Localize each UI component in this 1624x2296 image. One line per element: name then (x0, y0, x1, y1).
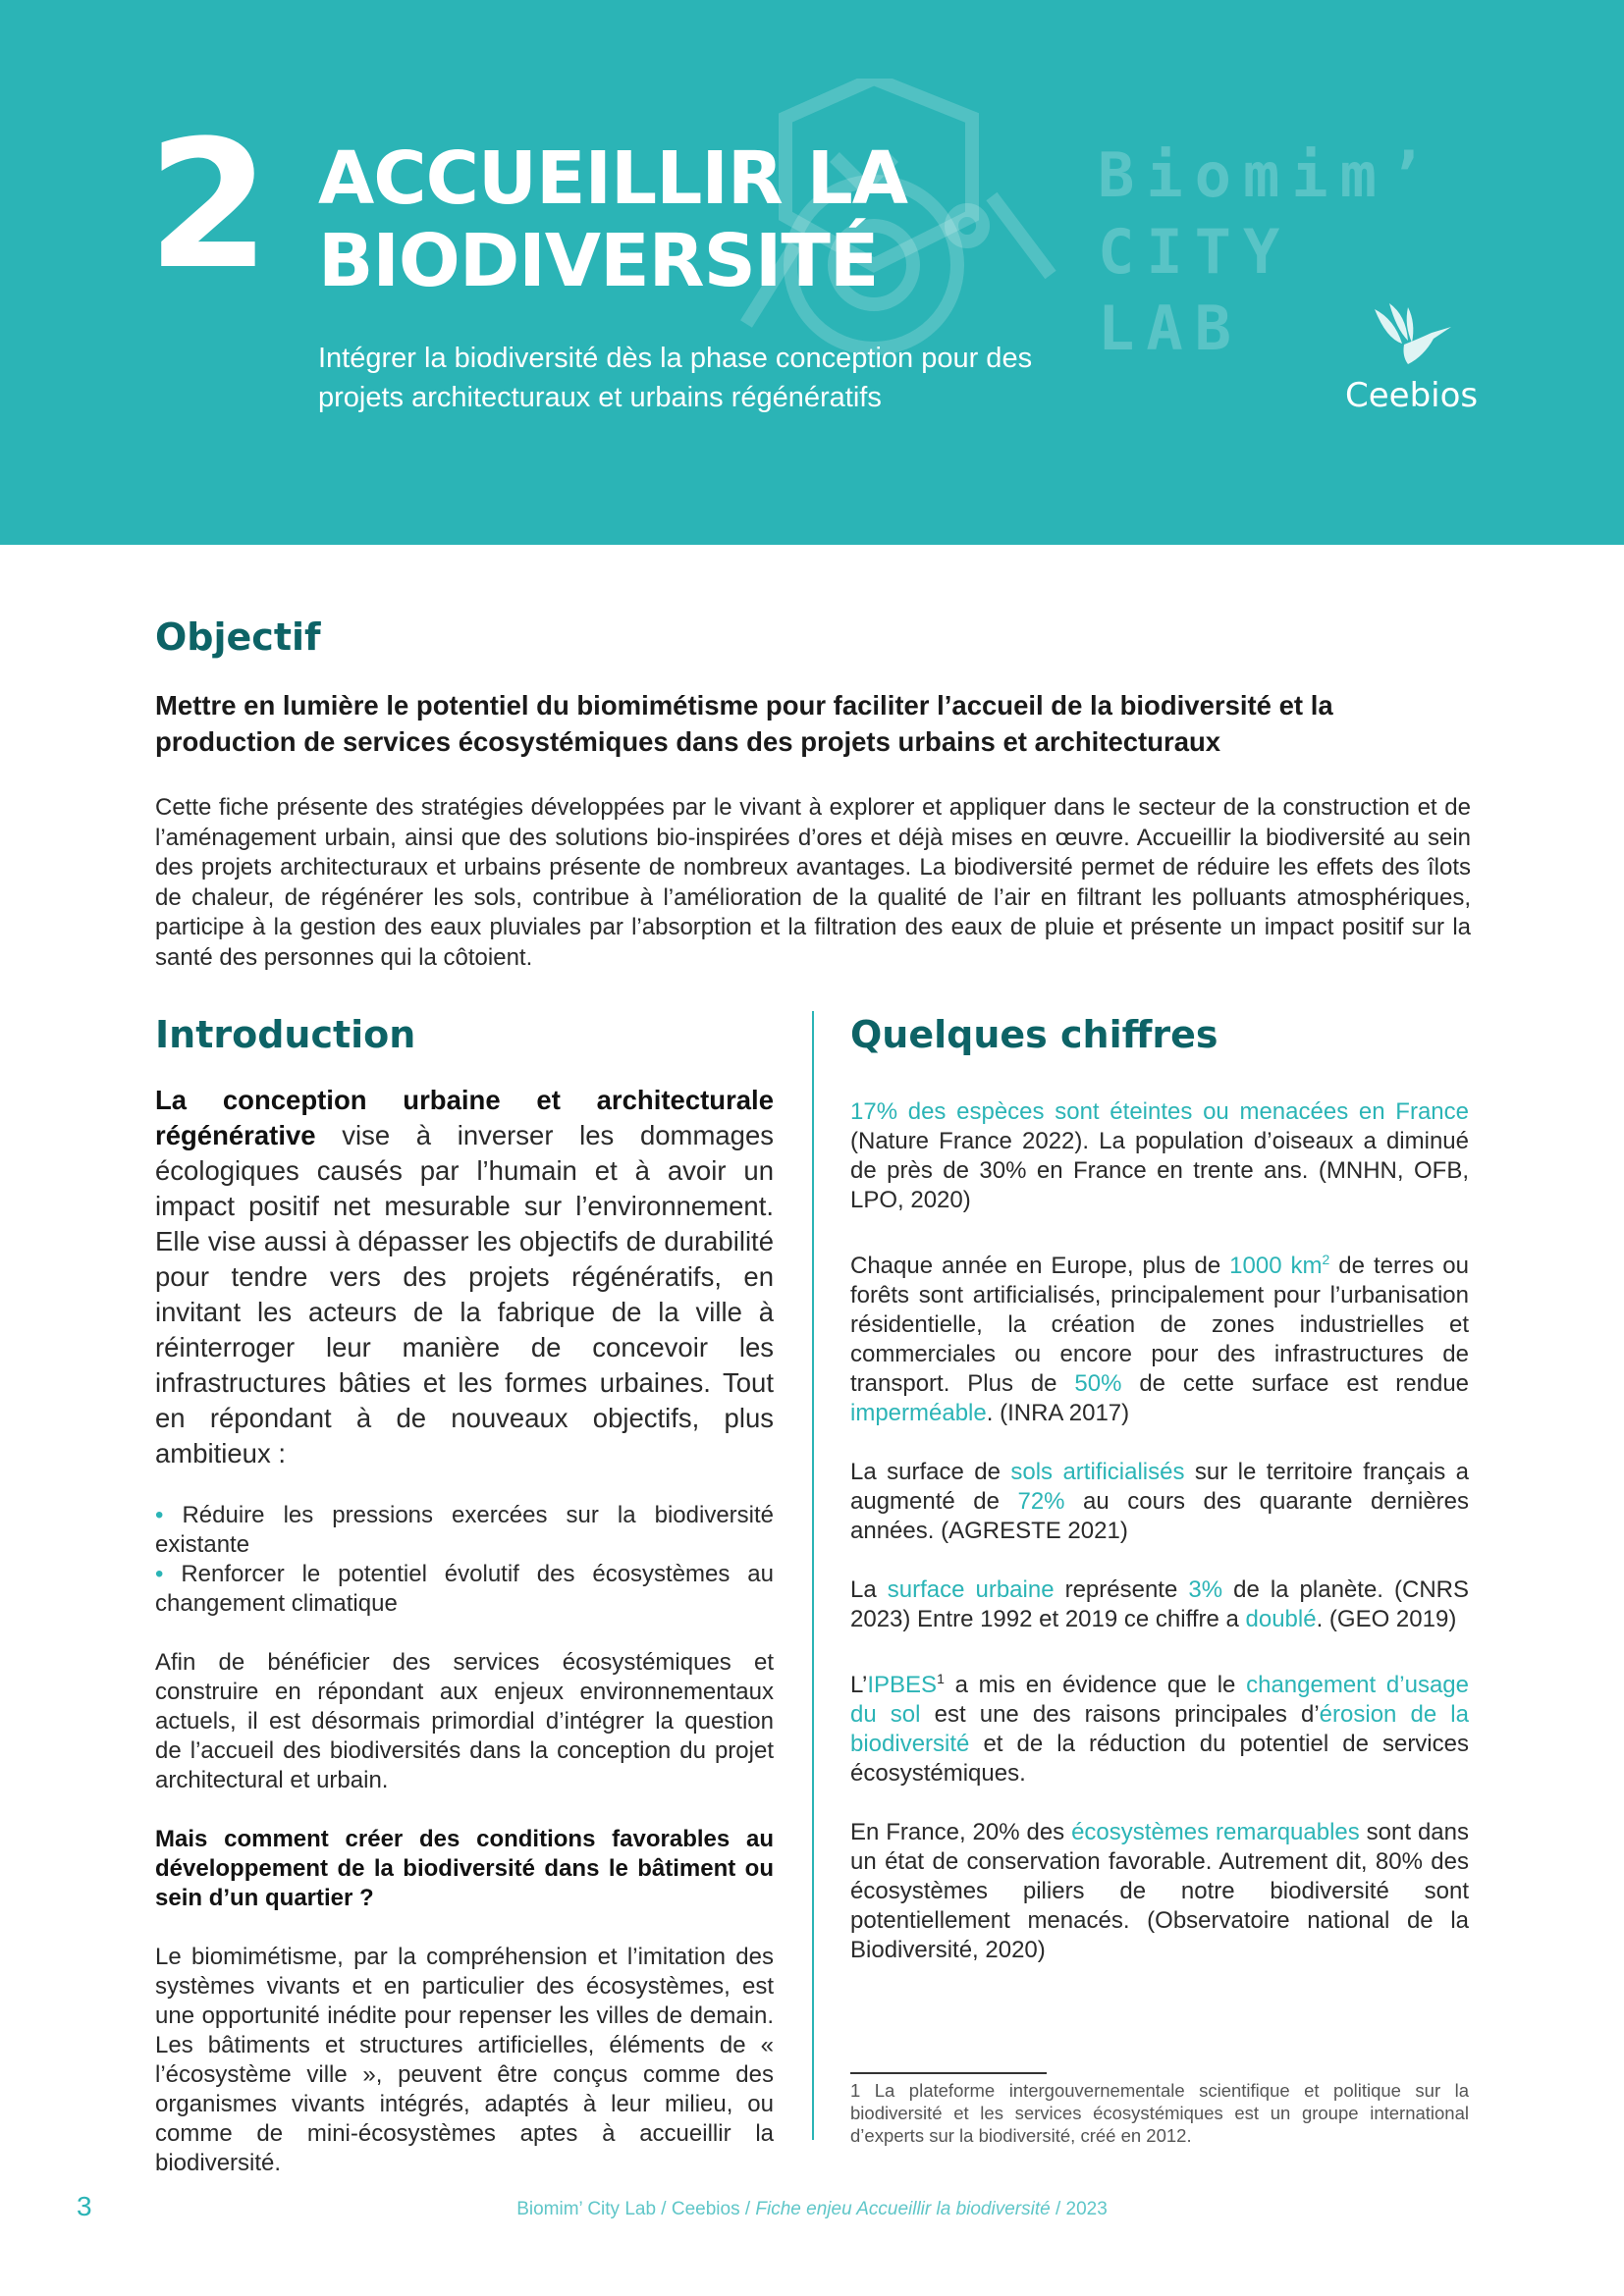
objectif-paragraph: Cette fiche présente des stratégies développées par le vivant à explorer et appliquer dans le secteur de la construction et de l’aménagement urbain, ainsi que des solutions bio-inspirées d’ores et déjà mises en œuvre. Accueillir la biodiversité au sein des projets architecturaux et urbains présente de nombreux avantages. La biodiversité permet de réduire les effets des îlots de chaleur, de régénérer les sols, contribue à l’amélioration de la qualité de l’air en filtrant les polluants atmosphériques, participe à la gestion des eaux pluviales par l’absorption et la filtration des eaux de pluie et présente un impact positif sur la santé des personnes qui la côtoient. (155, 794, 1471, 971)
footer-prefix: Biomim’ City Lab / Ceebios / (516, 2199, 756, 2219)
text: a mis en évidence que le (944, 1672, 1247, 1698)
text: représente (1054, 1576, 1189, 1603)
watermark-line-1: Biomim’ (1098, 139, 1437, 211)
introduction-heading: Introduction (155, 1013, 416, 1056)
text: . (GEO 2019) (1316, 1606, 1457, 1632)
text: et de la réduction du potentiel de services écosystémiques. (850, 1731, 1469, 1787)
highlight: surface urbaine (887, 1576, 1055, 1603)
introduction-column (155, 1083, 774, 2178)
page-subtitle: Intégrer la biodiversité dès la phase conception pour des projets architecturaux et urbains régénératifs (318, 343, 1033, 413)
introduction-lead-bold: La conception urbaine et architecturale régénérative (155, 1085, 774, 1150)
chiffre-paragraph-1 (850, 1097, 1469, 1215)
text: sur le territoire français a augmenté de (850, 1459, 1469, 1515)
chiffre-paragraph-5 (850, 1664, 1469, 1789)
watermark-line-3: LAB (1098, 293, 1243, 364)
highlight: changement d’usage du sol (850, 1672, 1469, 1728)
highlight: doublé (1245, 1606, 1317, 1632)
text: sont dans un état de conservation favorable. Autrement dit, 80% des écosystèmes piliers de notre biodiversité sont potentiellement menacés. (Observatoire national de la Biodiversité, 2020) (850, 1819, 1469, 1963)
text: . (INRA 2017) (986, 1400, 1130, 1426)
footnote: 1 La plateforme intergouvernementale scientifique et politique sur la biodiversité et les services écosystémiques est un groupe international d’experts sur la biodiversité, créé en 2012. (850, 2080, 1469, 2146)
chiffre-paragraph-2 (850, 1245, 1469, 1428)
text: (Nature France 2022). La population d’oiseaux a diminué de près de 30% en France en trente ans. (MNHN, OFB, LPO, 2020) (850, 1128, 1469, 1213)
introduction-paragraph-3: Le biomimétisme, par la compréhension et l’imitation des systèmes vivants et en particulier des écosystèmes, est une opportunité inédite pour repenser les villes de demain. Les bâtiments et structures artificielles, éléments de « l’écosystème ville », peuvent être conçus comme des organismes vivants intégrés, adaptés à leur milieu, ou comme de mini-écosystèmes aptes à accueillir la biodiversité. (155, 1944, 774, 2176)
ceebios-logo-text: Ceebios (1345, 376, 1479, 415)
highlight: imperméable (850, 1400, 987, 1426)
footnote-rule (850, 2072, 1047, 2074)
highlight: 72% (1017, 1488, 1065, 1515)
bullet-text: Renforcer le potentiel évolutif des écosystèmes au changement climatique (155, 1561, 774, 1617)
chiffres-column (850, 1097, 1469, 1965)
footer-italic: Fiche enjeu Accueillir la biodiversité (755, 2199, 1051, 2219)
text: La surface de (850, 1459, 1011, 1485)
introduction-bullets (155, 1501, 774, 1619)
text: La (850, 1576, 888, 1603)
text: En France, 20% des (850, 1819, 1072, 1845)
hummingbird-icon (1365, 299, 1453, 370)
chiffres-heading: Quelques chiffres (850, 1013, 1218, 1056)
superscript: 2 (1322, 1252, 1330, 1267)
objectif-lead: Mettre en lumière le potentiel du biomimétisme pour faciliter l’accueil de la biodiversité et la production de services écosystémiques dans des projets urbains et architecturaux (155, 690, 1333, 757)
highlight: écosystèmes remarquables (1071, 1819, 1360, 1845)
chiffre-paragraph-4 (850, 1575, 1469, 1634)
highlight (867, 1672, 937, 1698)
text: Chaque année en Europe, plus de (850, 1253, 1230, 1279)
list-item (155, 1560, 774, 1619)
highlight: érosion de la biodiversité (850, 1701, 1469, 1757)
footer-suffix: / 2023 (1050, 2199, 1108, 2219)
chiffre-paragraph-3 (850, 1458, 1469, 1546)
footer-text (0, 2199, 1624, 2220)
text: est une des raisons principales d’ (920, 1701, 1320, 1728)
chiffre-paragraph-6 (850, 1818, 1469, 1965)
watermark-line-2: CITY (1098, 216, 1292, 288)
page-number: 3 (77, 2191, 92, 2221)
introduction-lead-rest: vise à inverser les dommages écologiques causés par l’humain et à avoir un impact positif net mesurable sur l’environnement. Elle vise aussi à dépasser les objectifs de durabilité pour tendre vers des projets régénératifs, en invitant les acteurs de la fabrique de la ville à réinterroger leur manière de concevoir les infrastructures bâties et les formes urbaines. Tout en répondant à de nouveaux objectifs, plus ambitieux : (155, 1120, 774, 1468)
title-line-2: BIODIVERSITÉ (318, 219, 879, 303)
text: de cette surface est rendue (1121, 1370, 1470, 1397)
bullet-icon: • (155, 1502, 164, 1528)
highlight (1229, 1253, 1329, 1279)
page-title (318, 137, 907, 302)
column-divider (812, 1011, 814, 2140)
text: au cours des quarante dernières années. (AGRESTE 2021) (850, 1488, 1470, 1544)
chapter-number: 2 (147, 103, 267, 308)
text: de terres ou forêts sont artificialisés, principalement pour l’urbanisation résidentielle, la création de zones industrielles et commerciales ou encore pour des infrastructures de transport. Plus de (850, 1253, 1469, 1397)
bullet-text: Réduire les pressions exercées sur la biodiversité existante (155, 1502, 775, 1558)
title-line-1: ACCUEILLIR LA (318, 136, 908, 221)
list-item (155, 1501, 774, 1560)
introduction-paragraph-2: Afin de bénéficier des services écosystémiques et construire en répondant aux enjeux environnementaux actuels, il est désormais primordial d’intégrer la question de l’accueil des biodiversités dans la conception du projet architectural et urbain. (155, 1649, 774, 1793)
highlight: sols artificialisés (1010, 1459, 1185, 1485)
header-banner (0, 0, 1624, 545)
bullet-icon: • (155, 1561, 164, 1587)
footnote-ref: 1 (937, 1671, 945, 1686)
highlight: 3% (1188, 1576, 1223, 1603)
highlight-value: IPBES (867, 1672, 938, 1698)
ceebios-logo (1345, 299, 1479, 415)
text: de la planète. (CNRS 2023) Entre 1992 et 2019 ce chiffre a (850, 1576, 1469, 1632)
highlight: 50% (1074, 1370, 1122, 1397)
text: L’ (850, 1672, 868, 1698)
objectif-heading: Objectif (155, 615, 321, 659)
introduction-question: Mais comment créer des conditions favorables au développement de la biodiversité dans le bâtiment ou sein d’un quartier ? (155, 1826, 774, 1911)
highlight-value: 1000 km (1229, 1253, 1323, 1279)
highlight: 17% des espèces sont éteintes ou menacées en France (850, 1098, 1469, 1125)
introduction-lead (155, 1083, 774, 1471)
